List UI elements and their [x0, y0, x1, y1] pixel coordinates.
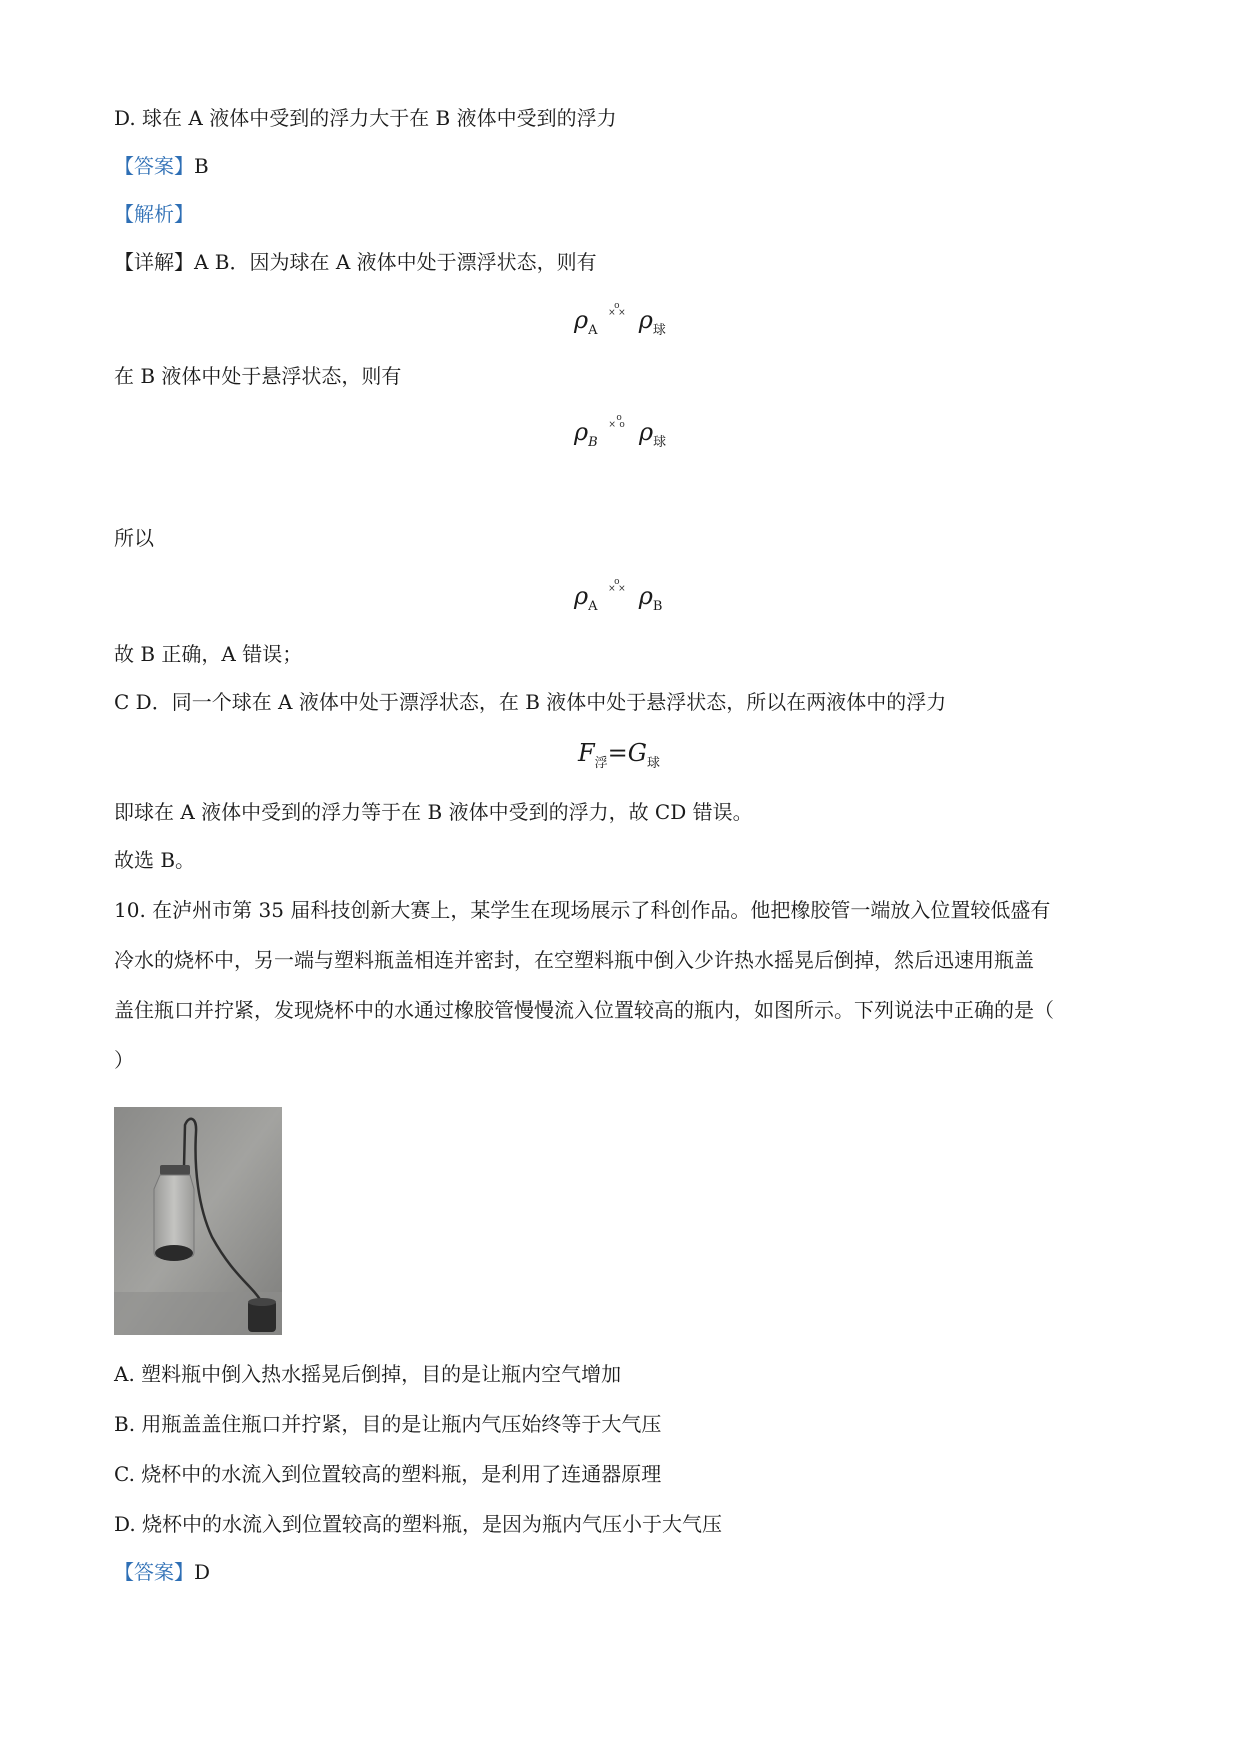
relation-glyph: o × ×	[608, 301, 626, 318]
detail-line	[114, 248, 597, 276]
formula-buoyancy: $F_浮=G_球$	[578, 739, 660, 771]
cd-text: C D．同一个球在 A 液体中处于漂浮状态，在 B 液体中处于悬浮状态，所以在两液体中的浮力	[114, 690, 947, 714]
answer-line-2	[114, 1558, 210, 1586]
analysis-tag: 【解析】	[114, 202, 194, 226]
q10-line-1: 10. 在泸州市第 35 届科技创新大赛上，某学生在现场展示了科创作品。他把橡胶管一端放入位置较低盛有	[114, 898, 1051, 922]
formula-rhoA-rhoB: $\rho_A$ o × × $\rho_B$	[574, 577, 663, 614]
prev-option-d: D. 球在 A 液体中受到的浮力大于在 B 液体中受到的浮力	[114, 106, 617, 130]
detail-text: A B．因为球在 A 液体中处于漂浮状态，则有	[194, 250, 597, 274]
q10-line-4: ）	[114, 1048, 134, 1072]
option-b: B. 用瓶盖盖住瓶口并拧紧，目的是让瓶内气压始终等于大气压	[114, 1412, 662, 1436]
so-line: 所以	[114, 526, 154, 550]
choose-line: 故选 B。	[114, 848, 196, 872]
q10-line-2: 冷水的烧杯中，另一端与塑料瓶盖相连并密封，在空塑料瓶中倒入少许热水摇晃后倒掉，然后迅速用瓶盖	[114, 948, 1034, 972]
answer-tag: 【答案】	[114, 154, 194, 178]
option-c: C. 烧杯中的水流入到位置较高的塑料瓶，是利用了连通器原理	[114, 1462, 662, 1486]
answer-value: D	[194, 1560, 211, 1584]
relation-glyph: o × o	[608, 413, 625, 430]
relation-glyph: o × ×	[608, 577, 626, 594]
formula-rhoB-rhoBall: $\rho_B$ o × o $\rho_球$	[574, 413, 667, 450]
answer-line-1	[114, 152, 209, 180]
option-a: A. 塑料瓶中倒入热水摇晃后倒掉，目的是让瓶内空气增加	[114, 1362, 622, 1386]
conclusion-ab: 故 B 正确，A 错误；	[114, 642, 303, 666]
option-d: D. 烧杯中的水流入到位置较高的塑料瓶，是因为瓶内气压小于大气压	[114, 1512, 723, 1536]
q10-line-3: 盖住瓶口并拧紧，发现烧杯中的水通过橡胶管慢慢流入位置较高的瓶内，如图所示。下列说法中正确的是（	[114, 998, 1054, 1022]
formula-rhoA-rhoBall: $\rho_A$ o × × $\rho_球$	[574, 301, 666, 338]
answer-value: B	[194, 154, 209, 178]
experiment-photo	[114, 1107, 282, 1335]
b-state-line: 在 B 液体中处于悬浮状态，则有	[114, 364, 402, 388]
answer-tag: 【答案】	[114, 1560, 194, 1584]
cd-conclusion: 即球在 A 液体中受到的浮力等于在 B 液体中受到的浮力，故 CD 错误。	[114, 800, 753, 824]
detail-tag: 【详解】	[114, 250, 194, 274]
